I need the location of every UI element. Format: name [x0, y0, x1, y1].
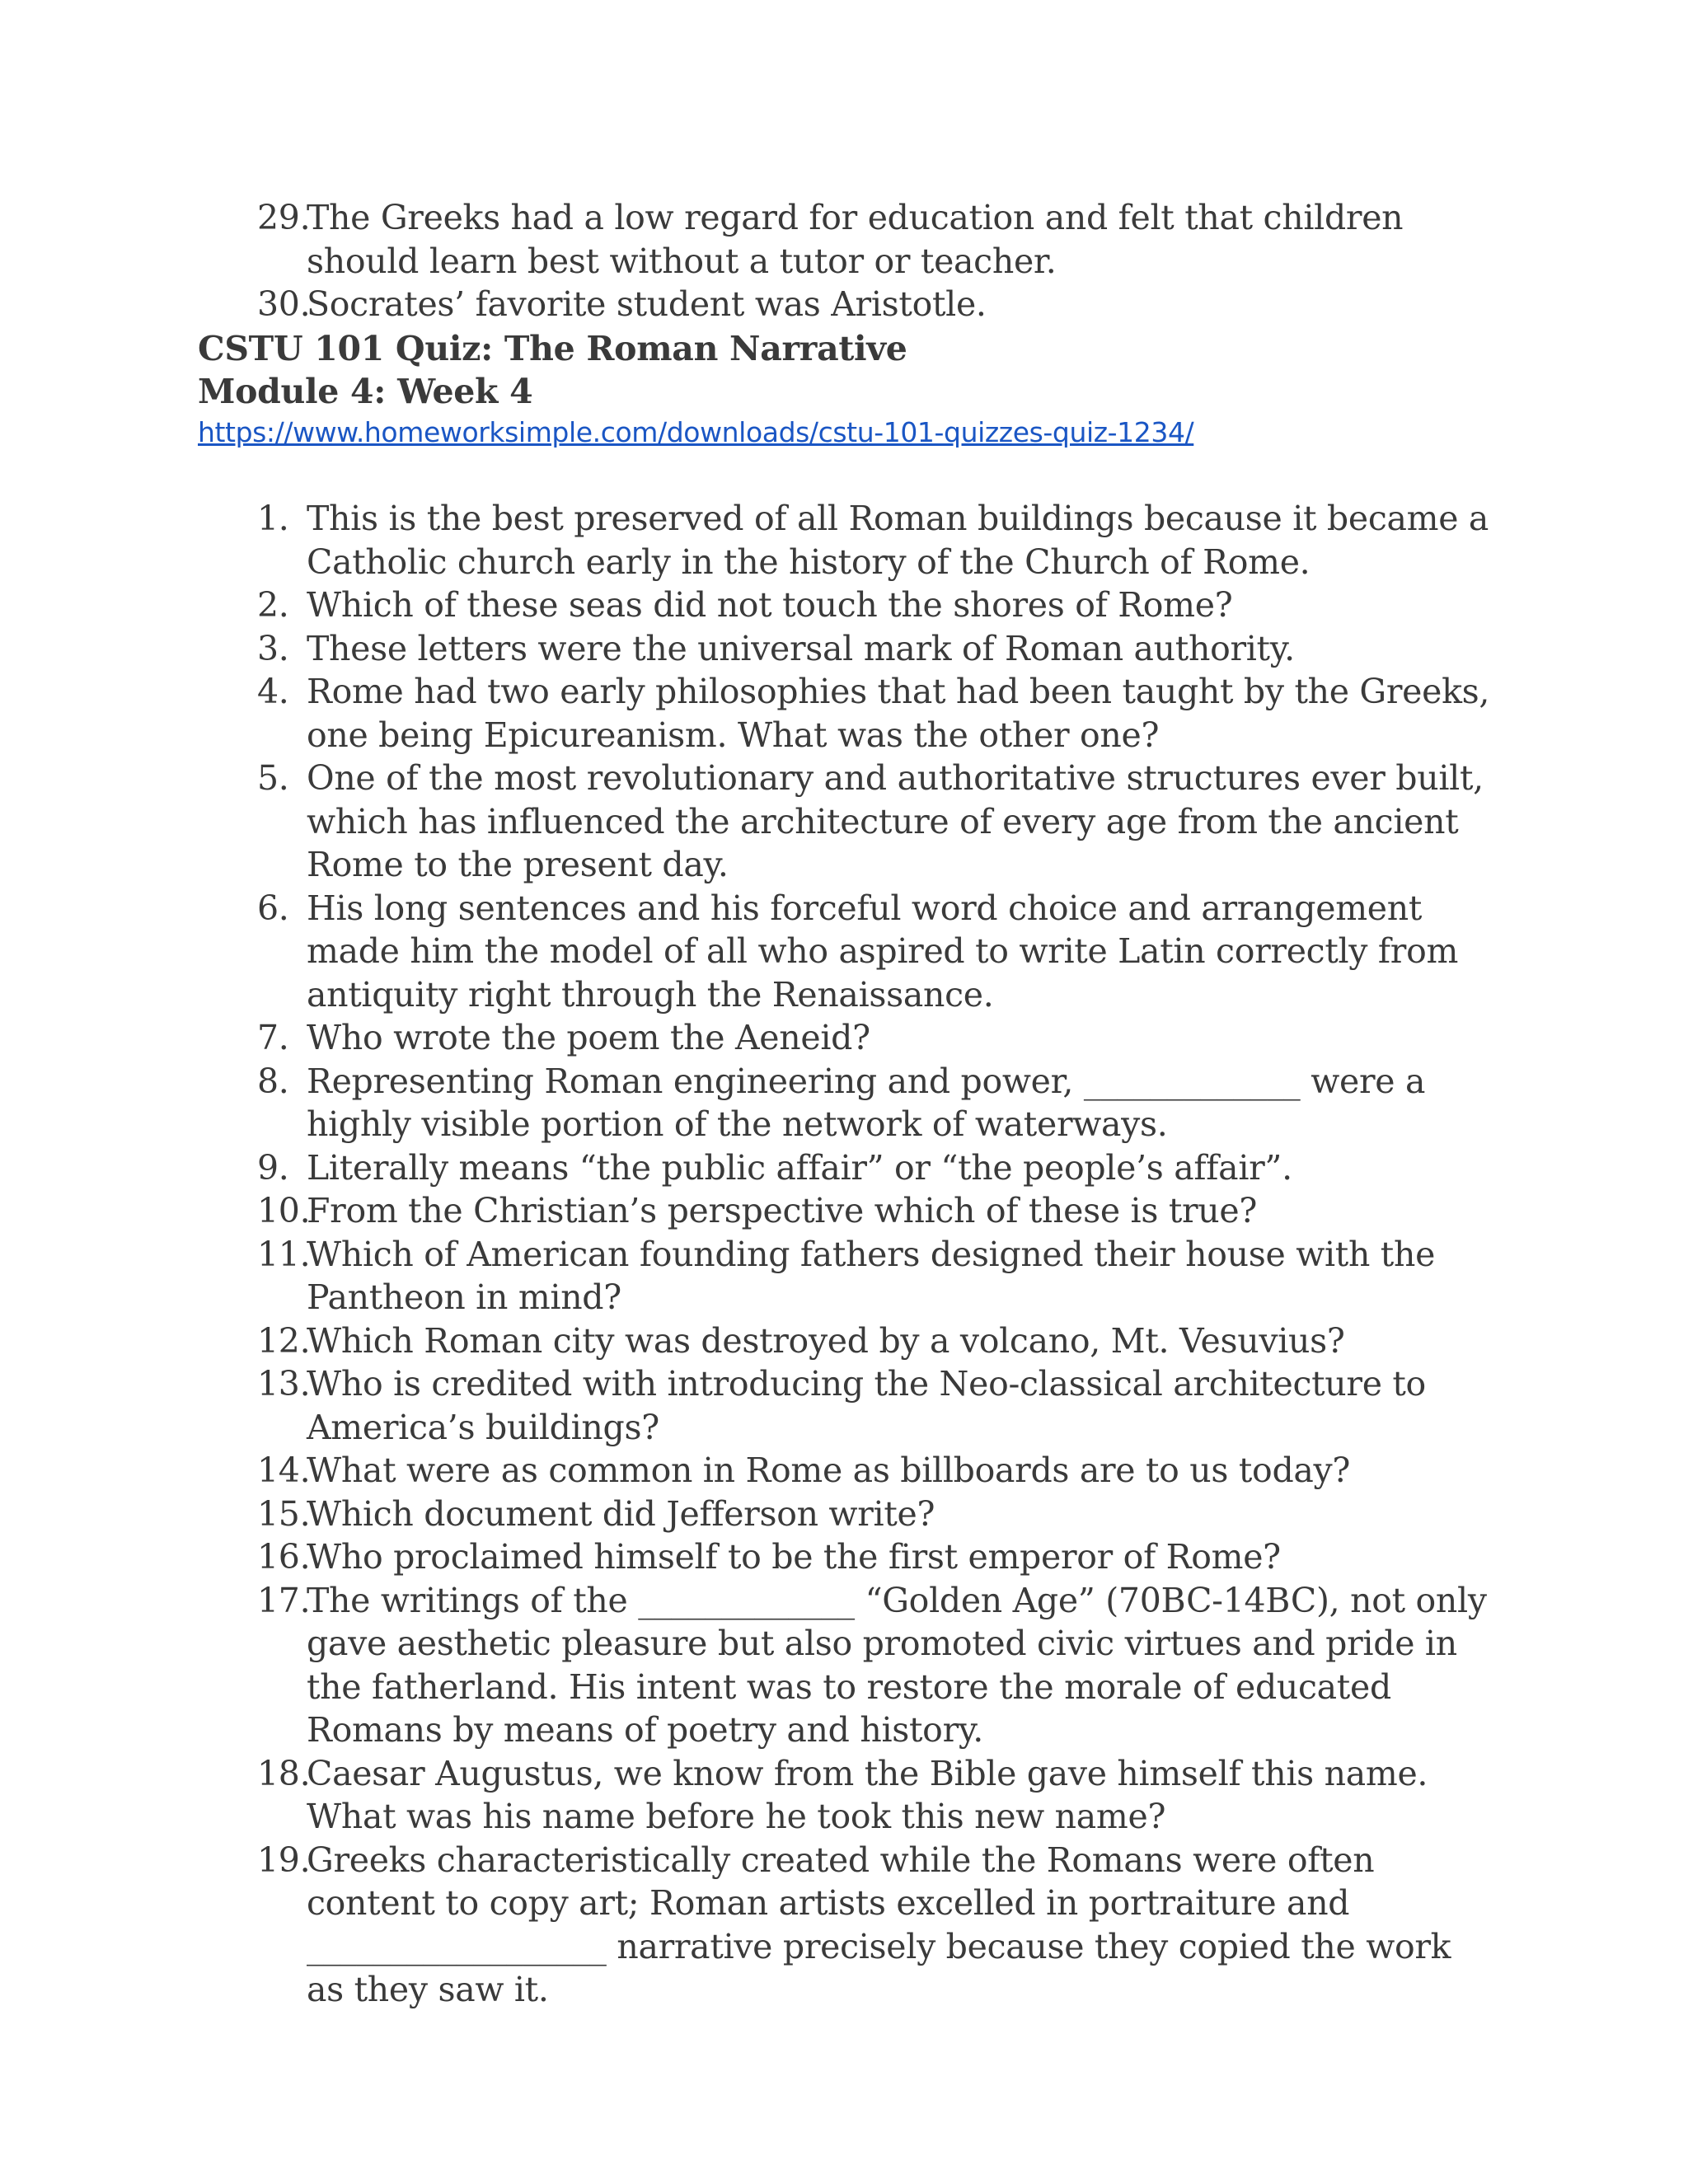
question-text: Caesar Augustus, we know from the Bible gave himself this name. What was his name before he took this new name? [307, 1753, 1428, 1836]
question-text: This is the best preserved of all Roman buildings because it became a Catholic church early in the history of the Church of Rome. [307, 499, 1489, 582]
question-number: 7. [257, 1018, 289, 1057]
question-number: 3. [257, 628, 289, 668]
question-number: 13. [257, 1364, 311, 1404]
question-text: These letters were the universal mark of Roman authority. [307, 628, 1295, 668]
question-text: What were as common in Rome as billboards are to us today? [307, 1451, 1351, 1490]
question-text: Socrates’ favorite student was Aristotle. [307, 284, 987, 324]
question-text: The writings of the _____________ “Golden Age” (70BC-14BC), not only gave aesthetic pleasure but also promoted civic virtues and pride in the fatherland. His intent was to restore the morale of educated Romans by means of poetry and history. [307, 1580, 1487, 1750]
question-number: 6. [257, 888, 289, 928]
list-item [0, 1362, 1493, 1449]
question-text: From the Christian’s perspective which of these is true? [307, 1191, 1258, 1230]
question-text: Who wrote the poem the Aeneid? [307, 1018, 870, 1057]
list-item [0, 497, 1493, 583]
list-item [0, 627, 1493, 671]
list-item [0, 283, 1493, 326]
list-item [0, 1016, 1493, 1060]
list-item [0, 196, 1493, 283]
question-text: Which of American founding fathers designed their house with the Pantheon in mind? [307, 1234, 1436, 1317]
list-item [0, 1579, 1493, 1752]
question-number: 8. [257, 1061, 289, 1101]
question-number: 12. [257, 1320, 311, 1361]
list-item [0, 1535, 1493, 1579]
list-item [0, 1752, 1493, 1839]
question-text: Which of these seas did not touch the shores of Rome? [307, 585, 1233, 625]
question-number: 15. [257, 1493, 311, 1534]
question-number: 16. [257, 1537, 311, 1577]
question-number: 2. [257, 585, 289, 625]
list-item [0, 670, 1493, 757]
list-item [0, 583, 1493, 627]
question-number: 19. [257, 1840, 311, 1880]
question-text: Which document did Jefferson write? [307, 1493, 935, 1534]
question-number: 18. [257, 1753, 311, 1793]
list-item [0, 1493, 1493, 1536]
question-list [0, 497, 1688, 2012]
question-number: 9. [257, 1147, 289, 1188]
question-text: Who proclaimed himself to be the first emperor of Rome? [307, 1537, 1281, 1577]
list-item [0, 887, 1493, 1017]
list-item [0, 1189, 1493, 1233]
question-text: Literally means “the public affair” or “the people’s affair”. [307, 1147, 1292, 1188]
source-link[interactable]: https://www.homeworksimple.com/downloads/cstu-101-quizzes-quiz-1234/ [198, 416, 1194, 448]
list-item [0, 1233, 1493, 1319]
question-number: 4. [257, 672, 289, 711]
question-number: 17. [257, 1580, 311, 1620]
list-item [0, 757, 1493, 887]
list-item [0, 1449, 1493, 1493]
list-item [0, 1060, 1493, 1146]
question-text: His long sentences and his forceful word choice and arrangement made him the model of all who aspired to write Latin correctly from antiquity right through the Renaissance. [307, 888, 1459, 1015]
question-text: Which Roman city was destroyed by a volcano, Mt. Vesuvius? [307, 1320, 1345, 1361]
question-number: 11. [257, 1234, 311, 1274]
question-number: 14. [257, 1451, 311, 1490]
question-number: 10. [257, 1191, 311, 1230]
module-title: Module 4: Week 4 [198, 372, 533, 411]
question-number: 29. [257, 198, 311, 237]
question-text: The Greeks had a low regard for education and felt that children should learn best without a tutor or teacher. [307, 198, 1404, 281]
question-number: 30. [257, 284, 311, 324]
list-item [0, 1839, 1493, 2012]
question-number: 5. [257, 758, 289, 798]
question-text: Greeks characteristically created while the Romans were often content to copy art; Roman artists excelled in portraiture and __________________ narrative precisely because they copied the work as they saw it. [307, 1840, 1451, 2009]
list-item [0, 1146, 1493, 1190]
question-text: Rome had two early philosophies that had been taught by the Greeks, one being Epicureanism. What was the other one? [307, 672, 1490, 755]
question-text: Representing Roman engineering and power, _____________ were a highly visible portion of the network of waterways. [307, 1061, 1426, 1144]
question-text: One of the most revolutionary and authoritative structures ever built, which has influenced the architecture of every age from the ancient Rome to the present day. [307, 758, 1484, 884]
question-text: Who is credited with introducing the Neo-classical architecture to America’s buildings? [307, 1364, 1426, 1447]
previous-question-list [0, 196, 1688, 326]
question-number: 1. [257, 499, 289, 538]
quiz-title: CSTU 101 Quiz: The Roman Narrative [198, 329, 907, 368]
list-item [0, 1319, 1493, 1363]
